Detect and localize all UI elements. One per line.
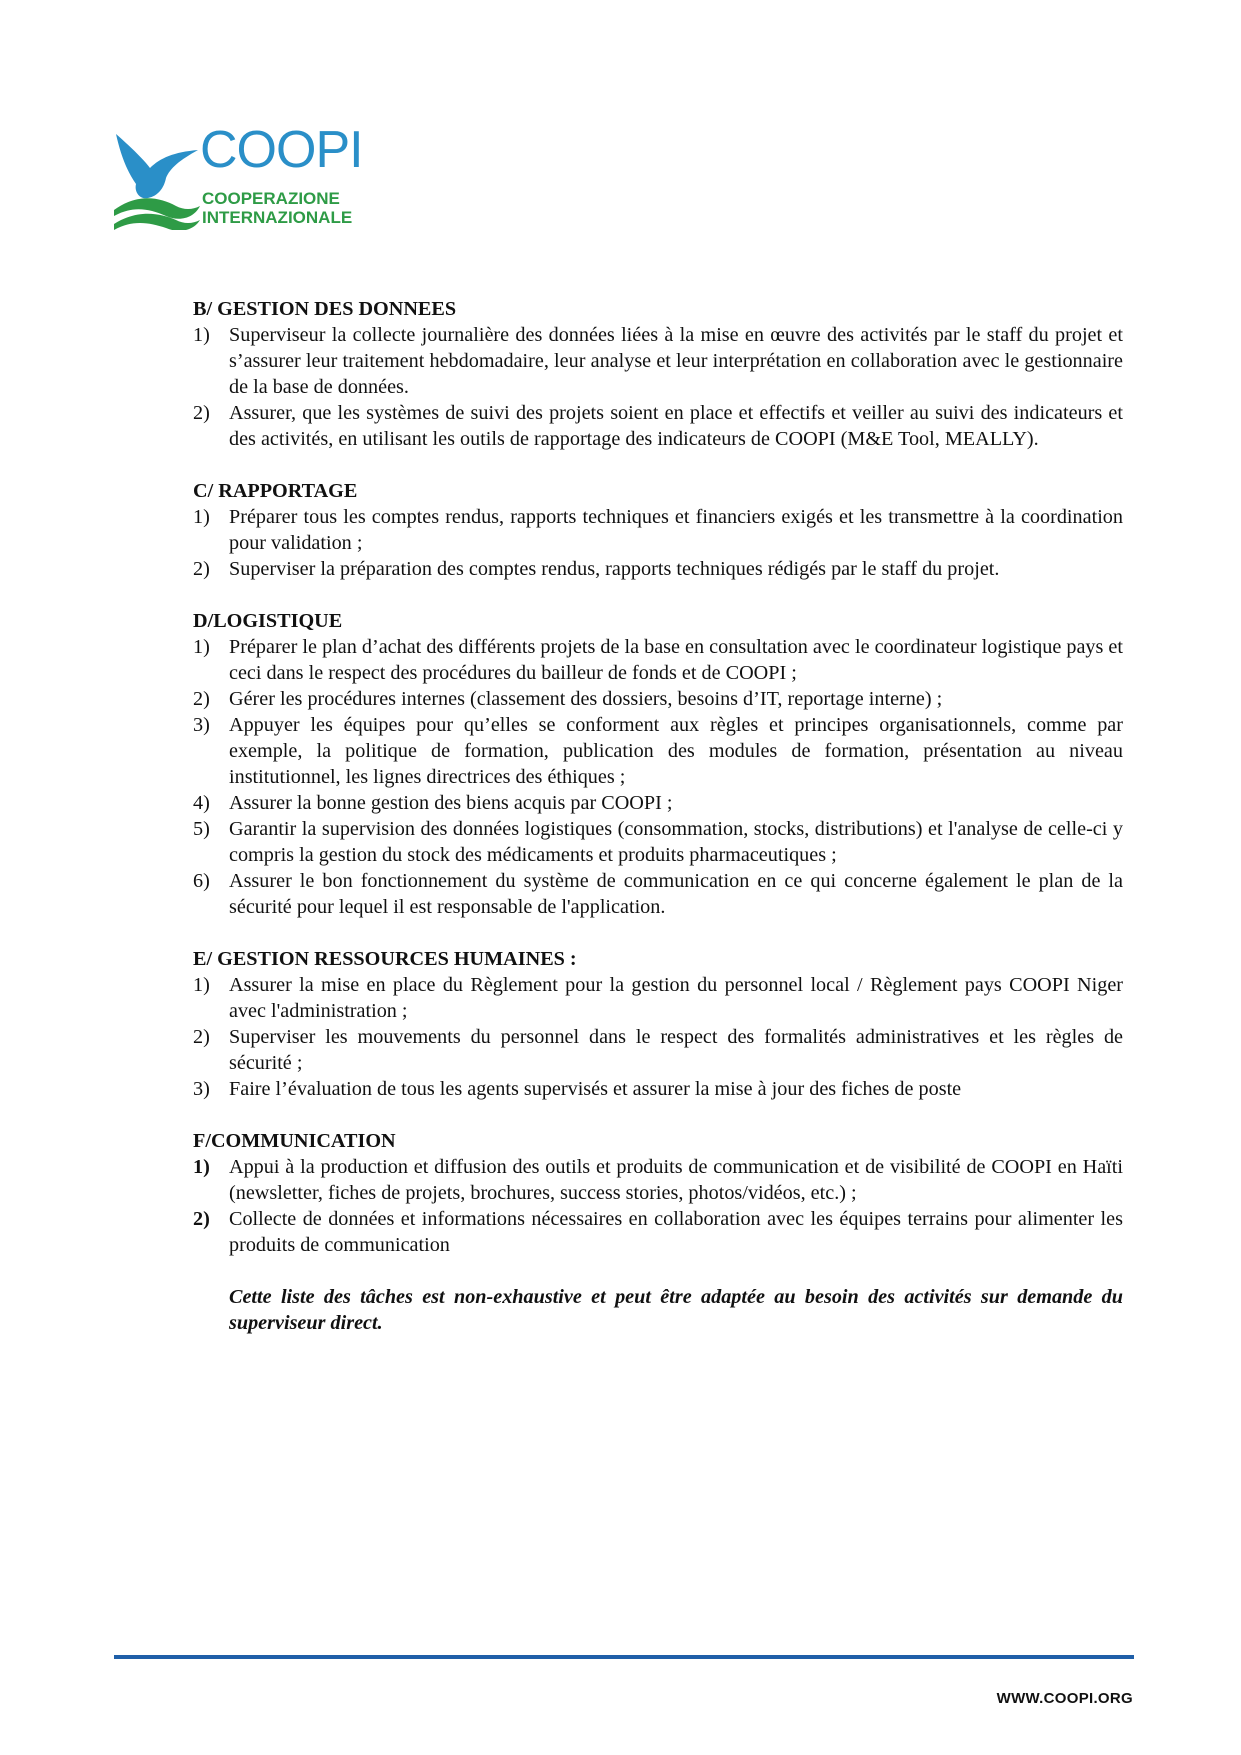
item-number: 2) [193,558,210,580]
item-number: 1) [193,506,210,528]
item-text: Gérer les procédures internes (classement des dossiers, besoins d’IT, reportage interne) ; [229,688,943,710]
list-item [193,1076,1123,1102]
item-number: 2) [193,688,210,710]
item-number: 2) [193,1208,210,1230]
section-gestion-donnees [193,296,1123,452]
item-text: Assurer le bon fonctionnement du système de communication en ce qui concerne également le plan de la sécurité pour lequel il est responsable de l'application. [229,870,1123,918]
item-text: Appui à la production et diffusion des outils et produits de communication et de visibilité de COOPI en Haïti (newsletter, fiches de projets, brochures, success stories, photos/vidéos, etc.) ; [229,1156,1123,1204]
coopi-emblem-icon [114,130,204,230]
item-number: 1) [193,1156,210,1178]
list-item [193,504,1123,556]
list-item [193,712,1123,790]
section-ressources-humaines [193,946,1123,1102]
item-text: Superviseur la collecte journalière des données liées à la mise en œuvre des activités par le staff du projet et s’assurer leur traitement hebdomadaire, leur analyse et leur interprétation en collaboration avec le gestionnaire de la base de données. [229,324,1123,398]
document-body [193,296,1123,1362]
item-text: Assurer la mise en place du Règlement pour la gestion du personnel local / Règlement pays COOPI Niger avec l'administration ; [229,974,1123,1022]
item-number: 5) [193,818,210,840]
list-item [193,634,1123,686]
section-title: B/ GESTION DES DONNEES [193,298,457,320]
list-item [193,790,1123,816]
closing-note: Cette liste des tâches est non-exhaustive et peut être adaptée au besoin des activités sur demande du superviseur direct. [229,1286,1123,1334]
item-text: Superviser les mouvements du personnel dans le respect des formalités administratives et les règles de sécurité ; [229,1026,1123,1074]
footer-website-link[interactable]: WWW.COOPI.ORG [996,1690,1133,1707]
item-number: 1) [193,324,210,346]
coopi-logo [114,121,363,230]
item-text: Assurer la bonne gestion des biens acquis par COOPI ; [229,792,673,814]
section-title: E/ GESTION RESSOURCES HUMAINES : [193,948,577,970]
list-item [193,868,1123,920]
item-number: 1) [193,636,210,658]
list-item [193,686,1123,712]
list-item [193,322,1123,400]
item-number: 3) [193,714,210,736]
logo-tagline-line2: INTERNAZIONALE [202,208,353,227]
item-list [193,322,1123,452]
item-text: Superviser la préparation des comptes rendus, rapports techniques rédigés par le staff du projet. [229,558,1000,580]
item-text: Préparer tous les comptes rendus, rapports techniques et financiers exigés et les transmettre à la coordination pour validation ; [229,506,1123,554]
item-list [193,504,1123,582]
item-number: 2) [193,1026,210,1048]
section-rapportage [193,478,1123,582]
item-number: 4) [193,792,210,814]
section-communication [193,1128,1123,1336]
logo-wordmark: COOPI [200,121,363,179]
section-title: D/LOGISTIQUE [193,610,343,632]
list-item [193,972,1123,1024]
item-text: Collecte de données et informations nécessaires en collaboration avec les équipes terrains pour alimenter les produits de communication [229,1208,1123,1256]
section-title: C/ RAPPORTAGE [193,480,358,502]
list-item [193,816,1123,868]
list-item [193,1024,1123,1076]
item-number: 6) [193,870,210,892]
item-number: 1) [193,974,210,996]
logo-tagline-line1: COOPERAZIONE [202,189,340,208]
list-item [193,556,1123,582]
item-text: Faire l’évaluation de tous les agents supervisés et assurer la mise à jour des fiches de poste [229,1078,962,1100]
item-text: Appuyer les équipes pour qu’elles se conforment aux règles et principes organisationnels, comme par exemple, la politique de formation, publication des modules de formation, présentation au niveau institutionnel, les lignes directrices des éthiques ; [229,714,1123,788]
item-text: Préparer le plan d’achat des différents projets de la base en consultation avec le coordinateur logistique pays et ceci dans le respect des procédures du bailleur de fonds et de COOPI ; [229,636,1123,684]
item-number: 2) [193,402,210,424]
item-number: 3) [193,1078,210,1100]
item-list [193,972,1123,1102]
item-text: Garantir la supervision des données logistiques (consommation, stocks, distributions) et l'analyse de celle-ci y compris la gestion du stock des médicaments et produits pharmaceutiques ; [229,818,1123,866]
item-list [193,634,1123,920]
section-title: F/COMMUNICATION [193,1130,396,1152]
item-list [193,1154,1123,1258]
footer-divider [114,1655,1134,1659]
item-text: Assurer, que les systèmes de suivi des projets soient en place et effectifs et veiller au suivi des indicateurs et des activités, en utilisant les outils de rapportage des indicateurs de COOPI (M&E Tool, MEALLY). [229,402,1123,450]
section-logistique [193,608,1123,920]
list-item [193,1206,1123,1258]
list-item [193,1154,1123,1206]
list-item [193,400,1123,452]
